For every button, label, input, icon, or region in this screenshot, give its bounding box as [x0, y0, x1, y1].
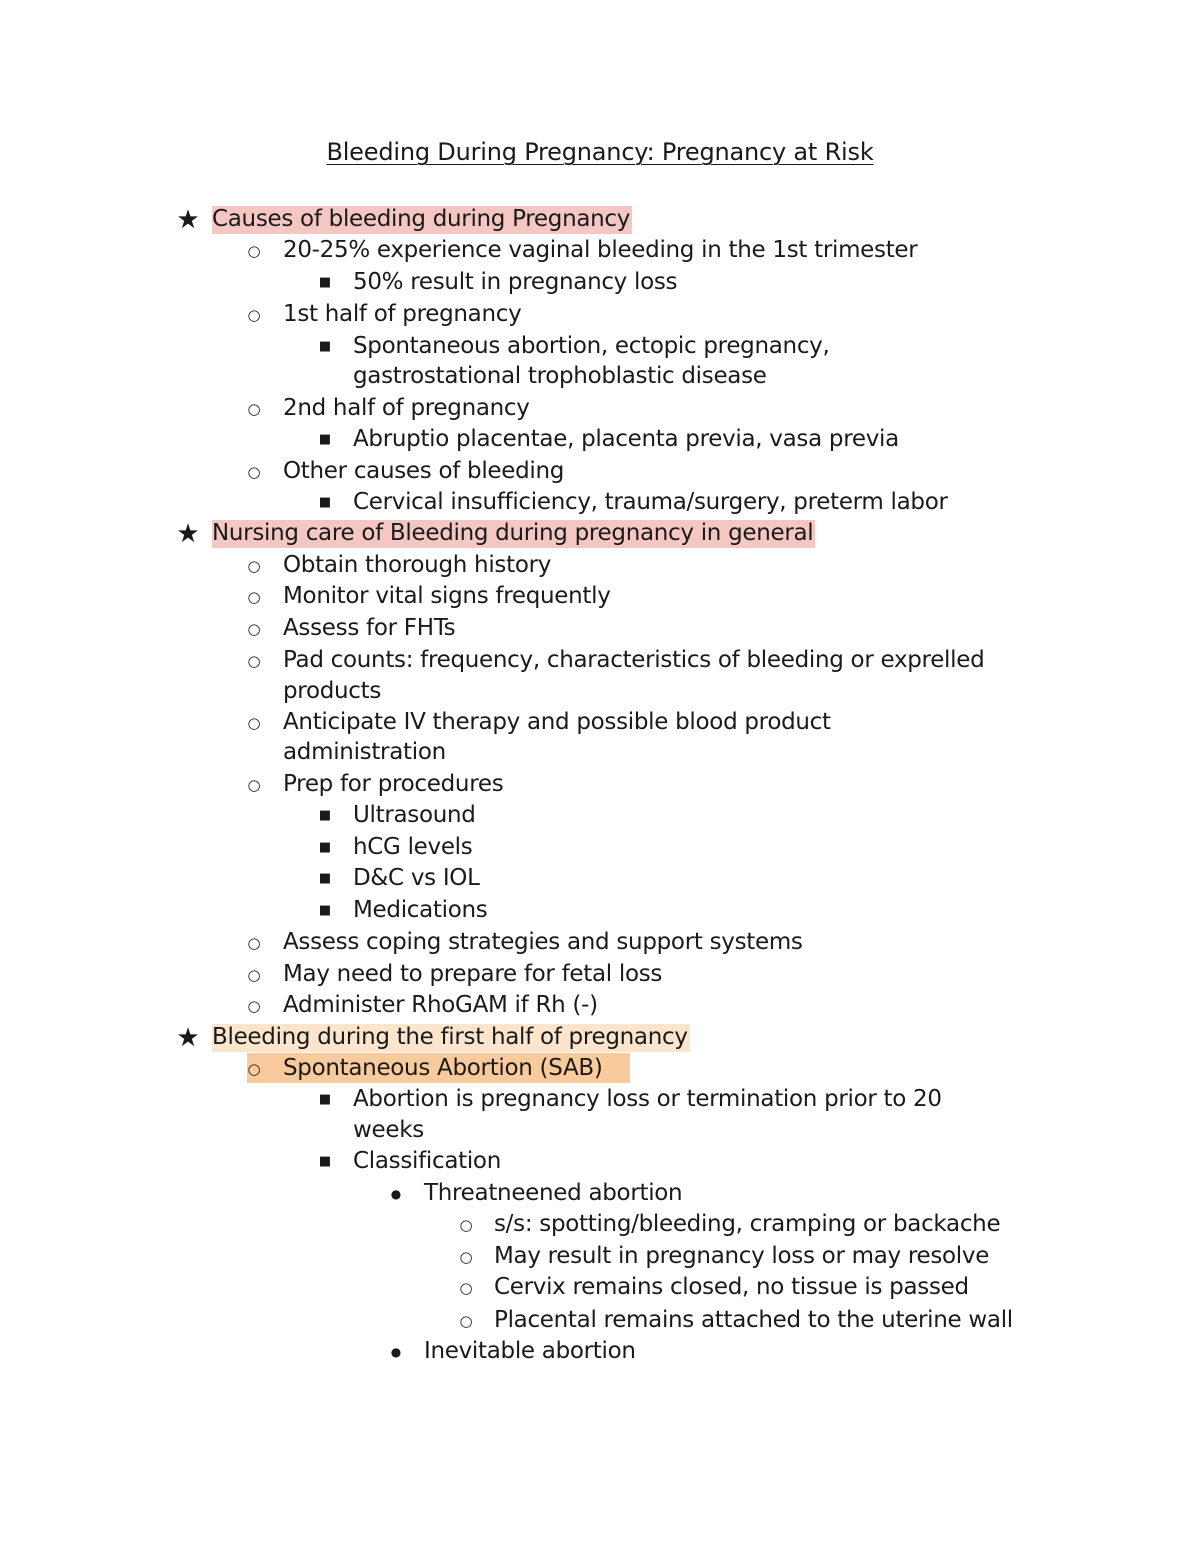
list-item: Prep for procedures — [283, 771, 504, 797]
list-item: May result in pregnancy loss or may resolve — [494, 1243, 990, 1269]
square-bullet-icon: ■ — [318, 339, 332, 354]
circle-bullet-icon: ○ — [459, 1279, 473, 1297]
list-item: Assess for FHTs — [283, 615, 456, 641]
circle-bullet-icon: ○ — [247, 652, 261, 670]
square-bullet-icon: ■ — [318, 495, 332, 510]
heading-text: Causes of bleeding during Pregnancy — [212, 206, 631, 232]
circle-bullet-icon: ○ — [459, 1248, 473, 1266]
list-item: D&C vs IOL — [353, 865, 480, 891]
square-bullet-icon: ■ — [318, 1154, 332, 1169]
list-item: Medications — [353, 897, 488, 923]
square-bullet-icon: ■ — [318, 871, 332, 886]
list-item: Administer RhoGAM if Rh (-) — [283, 992, 598, 1018]
circle-bullet-icon: ○ — [247, 557, 261, 575]
square-bullet-icon: ■ — [318, 840, 332, 855]
list-item-continued: gastrostational trophoblastic disease — [353, 363, 767, 389]
circle-bullet-icon: ○ — [247, 463, 261, 481]
circle-bullet-icon: ○ — [459, 1216, 473, 1234]
list-item: Assess coping strategies and support systems — [283, 929, 803, 955]
list-item-continued: weeks — [353, 1117, 424, 1143]
list-item: Cervix remains closed, no tissue is passed — [494, 1274, 969, 1300]
list-item: Inevitable abortion — [424, 1338, 636, 1364]
square-bullet-icon: ■ — [318, 1092, 332, 1107]
square-bullet-icon: ■ — [318, 808, 332, 823]
subsection-heading-sab: Spontaneous Abortion (SAB) — [283, 1055, 603, 1081]
heading-text: Nursing care of Bleeding during pregnancy in general — [212, 520, 814, 546]
list-item: Cervical insufficiency, trauma/surgery, preterm labor — [353, 489, 948, 515]
circle-bullet-icon: ○ — [247, 776, 261, 794]
circle-bullet-icon: ○ — [459, 1312, 473, 1330]
list-item: May need to prepare for fetal loss — [283, 961, 663, 987]
list-item: Abortion is pregnancy loss or termination prior to 20 — [353, 1086, 942, 1112]
circle-bullet-icon: ○ — [247, 400, 261, 418]
list-item: Threatneened abortion — [424, 1180, 683, 1206]
square-bullet-icon: ■ — [318, 432, 332, 447]
list-item: Other causes of bleeding — [283, 458, 565, 484]
list-item: Abruptio placentae, placenta previa, vasa previa — [353, 426, 899, 452]
section-heading-nursing-care — [212, 518, 815, 548]
list-item: 2nd half of pregnancy — [283, 395, 530, 421]
circle-bullet-icon: ○ — [247, 588, 261, 606]
circle-bullet-icon: ○ — [247, 997, 261, 1015]
list-item-continued: administration — [283, 739, 446, 765]
list-item-continued: products — [283, 678, 382, 704]
star-bullet-icon: ★ — [176, 1023, 200, 1053]
list-item: s/s: spotting/bleeding, cramping or backache — [494, 1211, 1001, 1237]
star-bullet-icon: ★ — [176, 519, 200, 549]
list-item: Ultrasound — [353, 802, 476, 828]
circle-bullet-icon: ○ — [247, 714, 261, 732]
list-item: Placental remains attached to the uterine wall — [494, 1307, 1013, 1333]
circle-bullet-icon: ○ — [247, 966, 261, 984]
list-item: Classification — [353, 1148, 501, 1174]
dot-bullet-icon: ● — [390, 1187, 402, 1201]
list-item: Obtain thorough history — [283, 552, 552, 578]
list-item: Spontaneous abortion, ectopic pregnancy, — [353, 333, 830, 359]
square-bullet-icon: ■ — [318, 275, 332, 290]
page-title: Bleeding During Pregnancy: Pregnancy at Risk — [326, 138, 874, 166]
list-item: 50% result in pregnancy loss — [353, 269, 678, 295]
circle-bullet-icon: ○ — [247, 242, 261, 260]
square-bullet-icon: ■ — [318, 903, 332, 918]
section-heading-first-half — [212, 1022, 690, 1052]
circle-bullet-icon: ○ — [247, 620, 261, 638]
section-heading-causes — [212, 204, 632, 234]
list-item: Pad counts: frequency, characteristics of bleeding or exprelled — [283, 647, 985, 673]
star-bullet-icon: ★ — [176, 205, 200, 235]
list-item: 1st half of pregnancy — [283, 301, 522, 327]
list-item: hCG levels — [353, 834, 473, 860]
heading-text: Bleeding during the first half of pregnancy — [212, 1024, 688, 1050]
circle-bullet-icon: ○ — [247, 306, 261, 324]
list-item: Monitor vital signs frequently — [283, 583, 611, 609]
circle-bullet-icon: ○ — [247, 934, 261, 952]
list-item: Anticipate IV therapy and possible blood product — [283, 709, 831, 735]
circle-bullet-icon: ○ — [247, 1060, 261, 1078]
list-item: 20-25% experience vaginal bleeding in the 1st trimester — [283, 237, 918, 263]
dot-bullet-icon: ● — [390, 1345, 402, 1359]
